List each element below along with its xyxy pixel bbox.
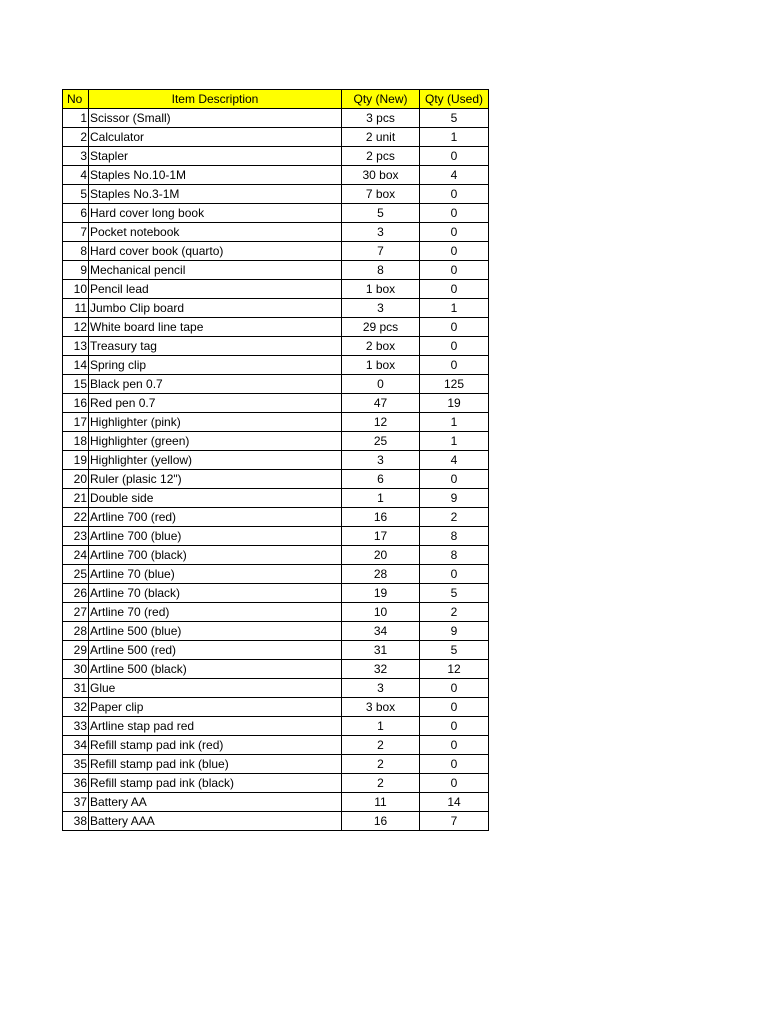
qty-used: 0 bbox=[420, 736, 489, 755]
qty-used: 0 bbox=[420, 318, 489, 337]
table-row bbox=[63, 565, 489, 584]
qty-used: 4 bbox=[420, 451, 489, 470]
qty-used: 19 bbox=[420, 394, 489, 413]
qty-used: 0 bbox=[420, 280, 489, 299]
qty-used: 0 bbox=[420, 223, 489, 242]
table-row bbox=[63, 717, 489, 736]
row-number: 20 bbox=[63, 470, 89, 489]
row-number: 12 bbox=[63, 318, 89, 337]
item-description: Highlighter (pink) bbox=[89, 413, 342, 432]
table-row bbox=[63, 280, 489, 299]
row-number: 16 bbox=[63, 394, 89, 413]
table-row bbox=[63, 584, 489, 603]
item-description: Artline 70 (red) bbox=[89, 603, 342, 622]
qty-used: 7 bbox=[420, 812, 489, 831]
qty-new: 7 box bbox=[342, 185, 420, 204]
row-number: 35 bbox=[63, 755, 89, 774]
item-description: Battery AA bbox=[89, 793, 342, 812]
row-number: 1 bbox=[63, 109, 89, 128]
qty-used: 125 bbox=[420, 375, 489, 394]
item-description: Artline 500 (blue) bbox=[89, 622, 342, 641]
table-row bbox=[63, 318, 489, 337]
row-number: 22 bbox=[63, 508, 89, 527]
row-number: 18 bbox=[63, 432, 89, 451]
row-number: 17 bbox=[63, 413, 89, 432]
inventory-sheet bbox=[62, 89, 489, 831]
qty-new: 3 bbox=[342, 299, 420, 318]
item-description: Highlighter (green) bbox=[89, 432, 342, 451]
table-row bbox=[63, 375, 489, 394]
qty-new: 2 bbox=[342, 736, 420, 755]
table-row bbox=[63, 679, 489, 698]
qty-new: 3 bbox=[342, 223, 420, 242]
row-number: 33 bbox=[63, 717, 89, 736]
table-row bbox=[63, 793, 489, 812]
row-number: 19 bbox=[63, 451, 89, 470]
table-row bbox=[63, 432, 489, 451]
qty-used: 0 bbox=[420, 755, 489, 774]
row-number: 8 bbox=[63, 242, 89, 261]
table-row bbox=[63, 774, 489, 793]
row-number: 36 bbox=[63, 774, 89, 793]
row-number: 30 bbox=[63, 660, 89, 679]
row-number: 34 bbox=[63, 736, 89, 755]
table-row bbox=[63, 660, 489, 679]
table-body bbox=[63, 109, 489, 831]
qty-used: 0 bbox=[420, 717, 489, 736]
qty-used: 0 bbox=[420, 356, 489, 375]
qty-new: 6 bbox=[342, 470, 420, 489]
item-description: Battery AAA bbox=[89, 812, 342, 831]
table-row bbox=[63, 698, 489, 717]
qty-new: 1 bbox=[342, 489, 420, 508]
item-description: Refill stamp pad ink (red) bbox=[89, 736, 342, 755]
item-description: Artline 70 (black) bbox=[89, 584, 342, 603]
header-qty-used: Qty (Used) bbox=[420, 90, 489, 109]
header-row bbox=[63, 90, 489, 109]
item-description: Artline 700 (black) bbox=[89, 546, 342, 565]
item-description: Refill stamp pad ink (black) bbox=[89, 774, 342, 793]
qty-used: 0 bbox=[420, 261, 489, 280]
row-number: 13 bbox=[63, 337, 89, 356]
qty-new: 31 bbox=[342, 641, 420, 660]
qty-used: 5 bbox=[420, 584, 489, 603]
table-row bbox=[63, 546, 489, 565]
qty-used: 0 bbox=[420, 698, 489, 717]
item-description: Spring clip bbox=[89, 356, 342, 375]
item-description: Hard cover book (quarto) bbox=[89, 242, 342, 261]
qty-used: 0 bbox=[420, 470, 489, 489]
qty-new: 5 bbox=[342, 204, 420, 223]
qty-used: 0 bbox=[420, 185, 489, 204]
item-description: White board line tape bbox=[89, 318, 342, 337]
item-description: Black pen 0.7 bbox=[89, 375, 342, 394]
qty-used: 8 bbox=[420, 546, 489, 565]
table-row bbox=[63, 299, 489, 318]
item-description: Ruler (plasic 12") bbox=[89, 470, 342, 489]
qty-new: 16 bbox=[342, 508, 420, 527]
qty-new: 1 box bbox=[342, 356, 420, 375]
qty-new: 19 bbox=[342, 584, 420, 603]
table-row bbox=[63, 736, 489, 755]
table-row bbox=[63, 527, 489, 546]
row-number: 2 bbox=[63, 128, 89, 147]
row-number: 32 bbox=[63, 698, 89, 717]
qty-used: 2 bbox=[420, 508, 489, 527]
item-description: Artline 500 (black) bbox=[89, 660, 342, 679]
item-description: Jumbo Clip board bbox=[89, 299, 342, 318]
table-row bbox=[63, 223, 489, 242]
qty-new: 2 box bbox=[342, 337, 420, 356]
table-row bbox=[63, 356, 489, 375]
qty-used: 1 bbox=[420, 413, 489, 432]
item-description: Artline stap pad red bbox=[89, 717, 342, 736]
row-number: 5 bbox=[63, 185, 89, 204]
qty-new: 3 bbox=[342, 451, 420, 470]
row-number: 11 bbox=[63, 299, 89, 318]
qty-new: 8 bbox=[342, 261, 420, 280]
item-description: Artline 500 (red) bbox=[89, 641, 342, 660]
qty-used: 2 bbox=[420, 603, 489, 622]
table-row bbox=[63, 337, 489, 356]
qty-new: 3 bbox=[342, 679, 420, 698]
table-row bbox=[63, 147, 489, 166]
qty-new: 2 pcs bbox=[342, 147, 420, 166]
table-row bbox=[63, 451, 489, 470]
qty-new: 34 bbox=[342, 622, 420, 641]
qty-used: 0 bbox=[420, 774, 489, 793]
qty-used: 0 bbox=[420, 337, 489, 356]
qty-used: 4 bbox=[420, 166, 489, 185]
qty-used: 0 bbox=[420, 679, 489, 698]
item-description: Double side bbox=[89, 489, 342, 508]
table-row bbox=[63, 755, 489, 774]
qty-new: 1 box bbox=[342, 280, 420, 299]
item-description: Staples No.10-1M bbox=[89, 166, 342, 185]
item-description: Highlighter (yellow) bbox=[89, 451, 342, 470]
qty-new: 16 bbox=[342, 812, 420, 831]
item-description: Paper clip bbox=[89, 698, 342, 717]
row-number: 37 bbox=[63, 793, 89, 812]
table-row bbox=[63, 508, 489, 527]
item-description: Scissor (Small) bbox=[89, 109, 342, 128]
row-number: 23 bbox=[63, 527, 89, 546]
qty-used: 9 bbox=[420, 489, 489, 508]
qty-new: 2 unit bbox=[342, 128, 420, 147]
row-number: 7 bbox=[63, 223, 89, 242]
item-description: Artline 700 (blue) bbox=[89, 527, 342, 546]
qty-used: 14 bbox=[420, 793, 489, 812]
table-row bbox=[63, 166, 489, 185]
header-qty-new: Qty (New) bbox=[342, 90, 420, 109]
qty-new: 3 pcs bbox=[342, 109, 420, 128]
table-row bbox=[63, 812, 489, 831]
row-number: 24 bbox=[63, 546, 89, 565]
qty-new: 17 bbox=[342, 527, 420, 546]
qty-used: 8 bbox=[420, 527, 489, 546]
qty-new: 7 bbox=[342, 242, 420, 261]
qty-new: 32 bbox=[342, 660, 420, 679]
table-row bbox=[63, 489, 489, 508]
item-description: Treasury tag bbox=[89, 337, 342, 356]
qty-new: 25 bbox=[342, 432, 420, 451]
table-row bbox=[63, 109, 489, 128]
row-number: 21 bbox=[63, 489, 89, 508]
qty-used: 0 bbox=[420, 242, 489, 261]
qty-used: 5 bbox=[420, 109, 489, 128]
row-number: 14 bbox=[63, 356, 89, 375]
qty-used: 1 bbox=[420, 299, 489, 318]
row-number: 6 bbox=[63, 204, 89, 223]
table-row bbox=[63, 242, 489, 261]
table-row bbox=[63, 622, 489, 641]
table-row bbox=[63, 261, 489, 280]
row-number: 15 bbox=[63, 375, 89, 394]
qty-new: 11 bbox=[342, 793, 420, 812]
qty-used: 0 bbox=[420, 565, 489, 584]
item-description: Hard cover long book bbox=[89, 204, 342, 223]
table-header bbox=[63, 90, 489, 109]
row-number: 31 bbox=[63, 679, 89, 698]
qty-new: 47 bbox=[342, 394, 420, 413]
row-number: 27 bbox=[63, 603, 89, 622]
row-number: 38 bbox=[63, 812, 89, 831]
table-row bbox=[63, 204, 489, 223]
qty-used: 5 bbox=[420, 641, 489, 660]
item-description: Pocket notebook bbox=[89, 223, 342, 242]
item-description: Glue bbox=[89, 679, 342, 698]
qty-new: 10 bbox=[342, 603, 420, 622]
row-number: 4 bbox=[63, 166, 89, 185]
table-row bbox=[63, 470, 489, 489]
item-description: Artline 700 (red) bbox=[89, 508, 342, 527]
item-description: Refill stamp pad ink (blue) bbox=[89, 755, 342, 774]
qty-used: 9 bbox=[420, 622, 489, 641]
qty-new: 29 pcs bbox=[342, 318, 420, 337]
qty-used: 12 bbox=[420, 660, 489, 679]
item-description: Artline 70 (blue) bbox=[89, 565, 342, 584]
qty-new: 3 box bbox=[342, 698, 420, 717]
table-row bbox=[63, 185, 489, 204]
item-description: Calculator bbox=[89, 128, 342, 147]
qty-new: 20 bbox=[342, 546, 420, 565]
item-description: Stapler bbox=[89, 147, 342, 166]
table-row bbox=[63, 641, 489, 660]
table-row bbox=[63, 413, 489, 432]
table-row bbox=[63, 603, 489, 622]
item-description: Staples No.3-1M bbox=[89, 185, 342, 204]
qty-new: 1 bbox=[342, 717, 420, 736]
row-number: 10 bbox=[63, 280, 89, 299]
table-row bbox=[63, 394, 489, 413]
qty-used: 1 bbox=[420, 128, 489, 147]
qty-new: 12 bbox=[342, 413, 420, 432]
qty-used: 0 bbox=[420, 204, 489, 223]
row-number: 25 bbox=[63, 565, 89, 584]
qty-new: 2 bbox=[342, 774, 420, 793]
inventory-table bbox=[62, 89, 489, 831]
qty-new: 2 bbox=[342, 755, 420, 774]
item-description: Mechanical pencil bbox=[89, 261, 342, 280]
item-description: Pencil lead bbox=[89, 280, 342, 299]
qty-used: 1 bbox=[420, 432, 489, 451]
row-number: 26 bbox=[63, 584, 89, 603]
row-number: 3 bbox=[63, 147, 89, 166]
table-row bbox=[63, 128, 489, 147]
header-item-description: Item Description bbox=[89, 90, 342, 109]
row-number: 29 bbox=[63, 641, 89, 660]
qty-new: 0 bbox=[342, 375, 420, 394]
row-number: 9 bbox=[63, 261, 89, 280]
qty-new: 30 box bbox=[342, 166, 420, 185]
header-no: No bbox=[63, 90, 89, 109]
qty-new: 28 bbox=[342, 565, 420, 584]
item-description: Red pen 0.7 bbox=[89, 394, 342, 413]
row-number: 28 bbox=[63, 622, 89, 641]
qty-used: 0 bbox=[420, 147, 489, 166]
